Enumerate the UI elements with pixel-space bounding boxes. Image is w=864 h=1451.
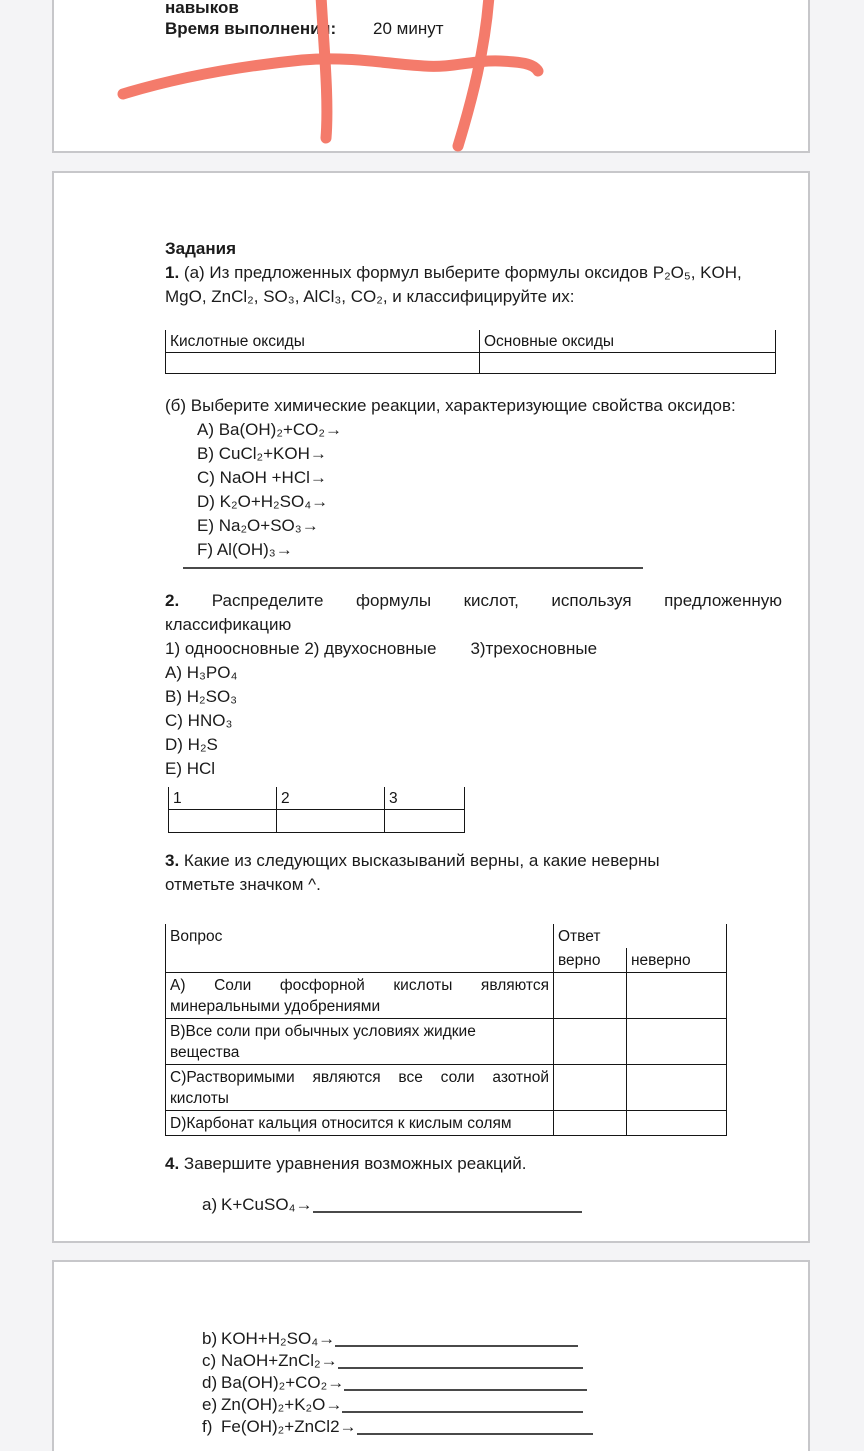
true-cell-d	[554, 1111, 627, 1136]
tasks-heading: Задания	[165, 239, 236, 258]
classification-2: 2) двухосновные	[304, 639, 437, 658]
equation-c-label: c)	[202, 1351, 217, 1370]
skills-text: навыков	[165, 0, 239, 17]
answer-header: Ответ	[554, 924, 727, 948]
answer-cell-2	[277, 810, 385, 833]
answer-blank	[338, 1350, 583, 1369]
equation-b-label: b)	[202, 1329, 218, 1348]
answer-blank	[357, 1416, 593, 1435]
true-cell-a	[554, 973, 627, 1019]
equation-e-formula: Zn(OH)₂+K₂O→	[221, 1395, 343, 1414]
equation-row-f	[202, 1416, 593, 1438]
reaction-item-b: B) CuCl₂+KOH→	[197, 444, 327, 463]
equation-e-label: e)	[202, 1395, 218, 1414]
statement-c-line1: C)Растворимыми являются все соли азотной	[170, 1069, 549, 1086]
classification-3: 3)трехосновные	[470, 639, 598, 658]
equation-row-c	[202, 1350, 583, 1372]
answer-blank	[342, 1394, 583, 1413]
time-limit-label: Время выполнения:	[165, 19, 337, 38]
task1-intro-line1	[165, 261, 782, 285]
task3-intro-line2: отметьте значком ^.	[165, 875, 321, 894]
statement-a-line1: A) Соли фосфорной кислоты являются	[170, 977, 549, 994]
task2-classification	[165, 637, 782, 661]
true-false-table	[165, 924, 727, 1136]
acid-item-b: B) H₂SO₃	[165, 687, 238, 706]
answer-blank	[313, 1194, 583, 1213]
time-limit-value: 20 минут	[373, 19, 444, 38]
task1-number: 1.	[165, 263, 180, 282]
task3-intro-line1	[165, 849, 782, 873]
acid-item-e: E) HCl	[165, 759, 216, 778]
task4-title-text: Завершите уравнения возможных реакций.	[183, 1154, 527, 1173]
basic-oxides-header: Основные оксиды	[480, 330, 776, 353]
acid-item-d: D) H₂S	[165, 735, 218, 754]
equation-a-formula: K+CuSO₄→	[221, 1195, 313, 1214]
equation-row-d	[202, 1372, 587, 1394]
table-row	[166, 973, 727, 1019]
equation-d-formula: Ba(OH)₂+CO₂→	[221, 1373, 345, 1392]
document-page-1	[52, 0, 810, 153]
answer-cell-1	[169, 810, 277, 833]
time-limit-row	[165, 18, 808, 39]
false-cell-b	[627, 1019, 727, 1065]
task3-number: 3.	[165, 851, 180, 870]
task2-number: 2.	[165, 591, 180, 610]
equation-row-b	[202, 1328, 578, 1350]
equation-a-label: а)	[202, 1195, 218, 1214]
true-cell-b	[554, 1019, 627, 1065]
table-row	[166, 1111, 727, 1136]
question-header: Вопрос	[166, 924, 554, 973]
reaction-item-d: D) K₂O+H₂SO₄→	[197, 492, 329, 511]
reaction-item-c: C) NaOH +HCl→	[197, 468, 327, 487]
acid-oxides-header: Кислотные оксиды	[166, 330, 480, 353]
equation-row-e	[202, 1394, 583, 1416]
equation-f-label: f)	[202, 1417, 213, 1436]
task1-intro-line2: MgO, ZnCl₂, SO₃, AlCl₃, CO₂, и классифицируйте их:	[165, 287, 575, 306]
oxide-classification-table	[165, 330, 776, 374]
task2-intro-line2: классификацию	[165, 615, 292, 634]
equation-d-label: d)	[202, 1373, 218, 1392]
basic-oxides-answer-cell	[480, 353, 776, 374]
column-header-3: 3	[385, 787, 465, 810]
table-row	[166, 1019, 727, 1065]
equation-b-formula: KOH+H₂SO₄→	[221, 1329, 336, 1348]
equation-c-formula: NaOH+ZnCl₂→	[221, 1351, 338, 1370]
statement-a-line2: минеральными удобрениями	[170, 998, 381, 1015]
acid-item-a: A) H₃PO₄	[165, 663, 238, 682]
false-cell-d	[627, 1111, 727, 1136]
task1-part-b: (б) Выберите химические реакции, характеризующие свойства оксидов:	[165, 396, 736, 415]
column-header-2: 2	[277, 787, 385, 810]
reaction-item-e: E) Na₂O+SO₃→	[197, 516, 319, 535]
task1-intro-text: (а) Из предложенных формул выберите формулы оксидов P₂O₅, KOH,	[183, 263, 742, 282]
task3-intro-text: Какие из следующих высказываний верны, а какие неверны	[183, 851, 660, 870]
false-header: неверно	[627, 948, 727, 973]
statement-b: B)Все соли при обычных условиях жидкие вещества	[166, 1019, 554, 1065]
reaction-item-f: F) Al(OH)₃→	[197, 540, 293, 559]
false-cell-c	[627, 1065, 727, 1111]
reaction-item-a: A) Ba(OH)₂+CO₂→	[197, 420, 342, 439]
true-cell-c	[554, 1065, 627, 1111]
acid-classification-table	[168, 787, 465, 833]
false-cell-a	[627, 973, 727, 1019]
column-header-1: 1	[169, 787, 277, 810]
equation-f-formula: Fe(OH)₂+ZnCl2→	[221, 1417, 357, 1436]
answer-cell-3	[385, 810, 465, 833]
task4-title	[165, 1152, 782, 1176]
answer-blank-line	[183, 565, 643, 569]
document-page-2	[52, 171, 810, 1243]
statement-c-line2: кислоты	[170, 1090, 229, 1107]
classification-1: 1) одноосновные	[165, 639, 300, 658]
answer-blank	[344, 1372, 587, 1391]
equation-row-a	[202, 1194, 582, 1216]
answer-blank	[335, 1328, 578, 1347]
task2-intro-text: Распределите формулы кислот, используя предложенную	[211, 591, 782, 610]
acid-oxides-answer-cell	[166, 353, 480, 374]
task4-number: 4.	[165, 1154, 180, 1173]
statement-d: D)Карбонат кальция относится к кислым солям	[166, 1111, 554, 1136]
document-page-3	[52, 1260, 810, 1451]
acid-item-c: C) HNO₃	[165, 711, 233, 730]
true-header: верно	[554, 948, 627, 973]
task2-intro-line1	[165, 589, 782, 613]
table-row	[166, 1065, 727, 1111]
